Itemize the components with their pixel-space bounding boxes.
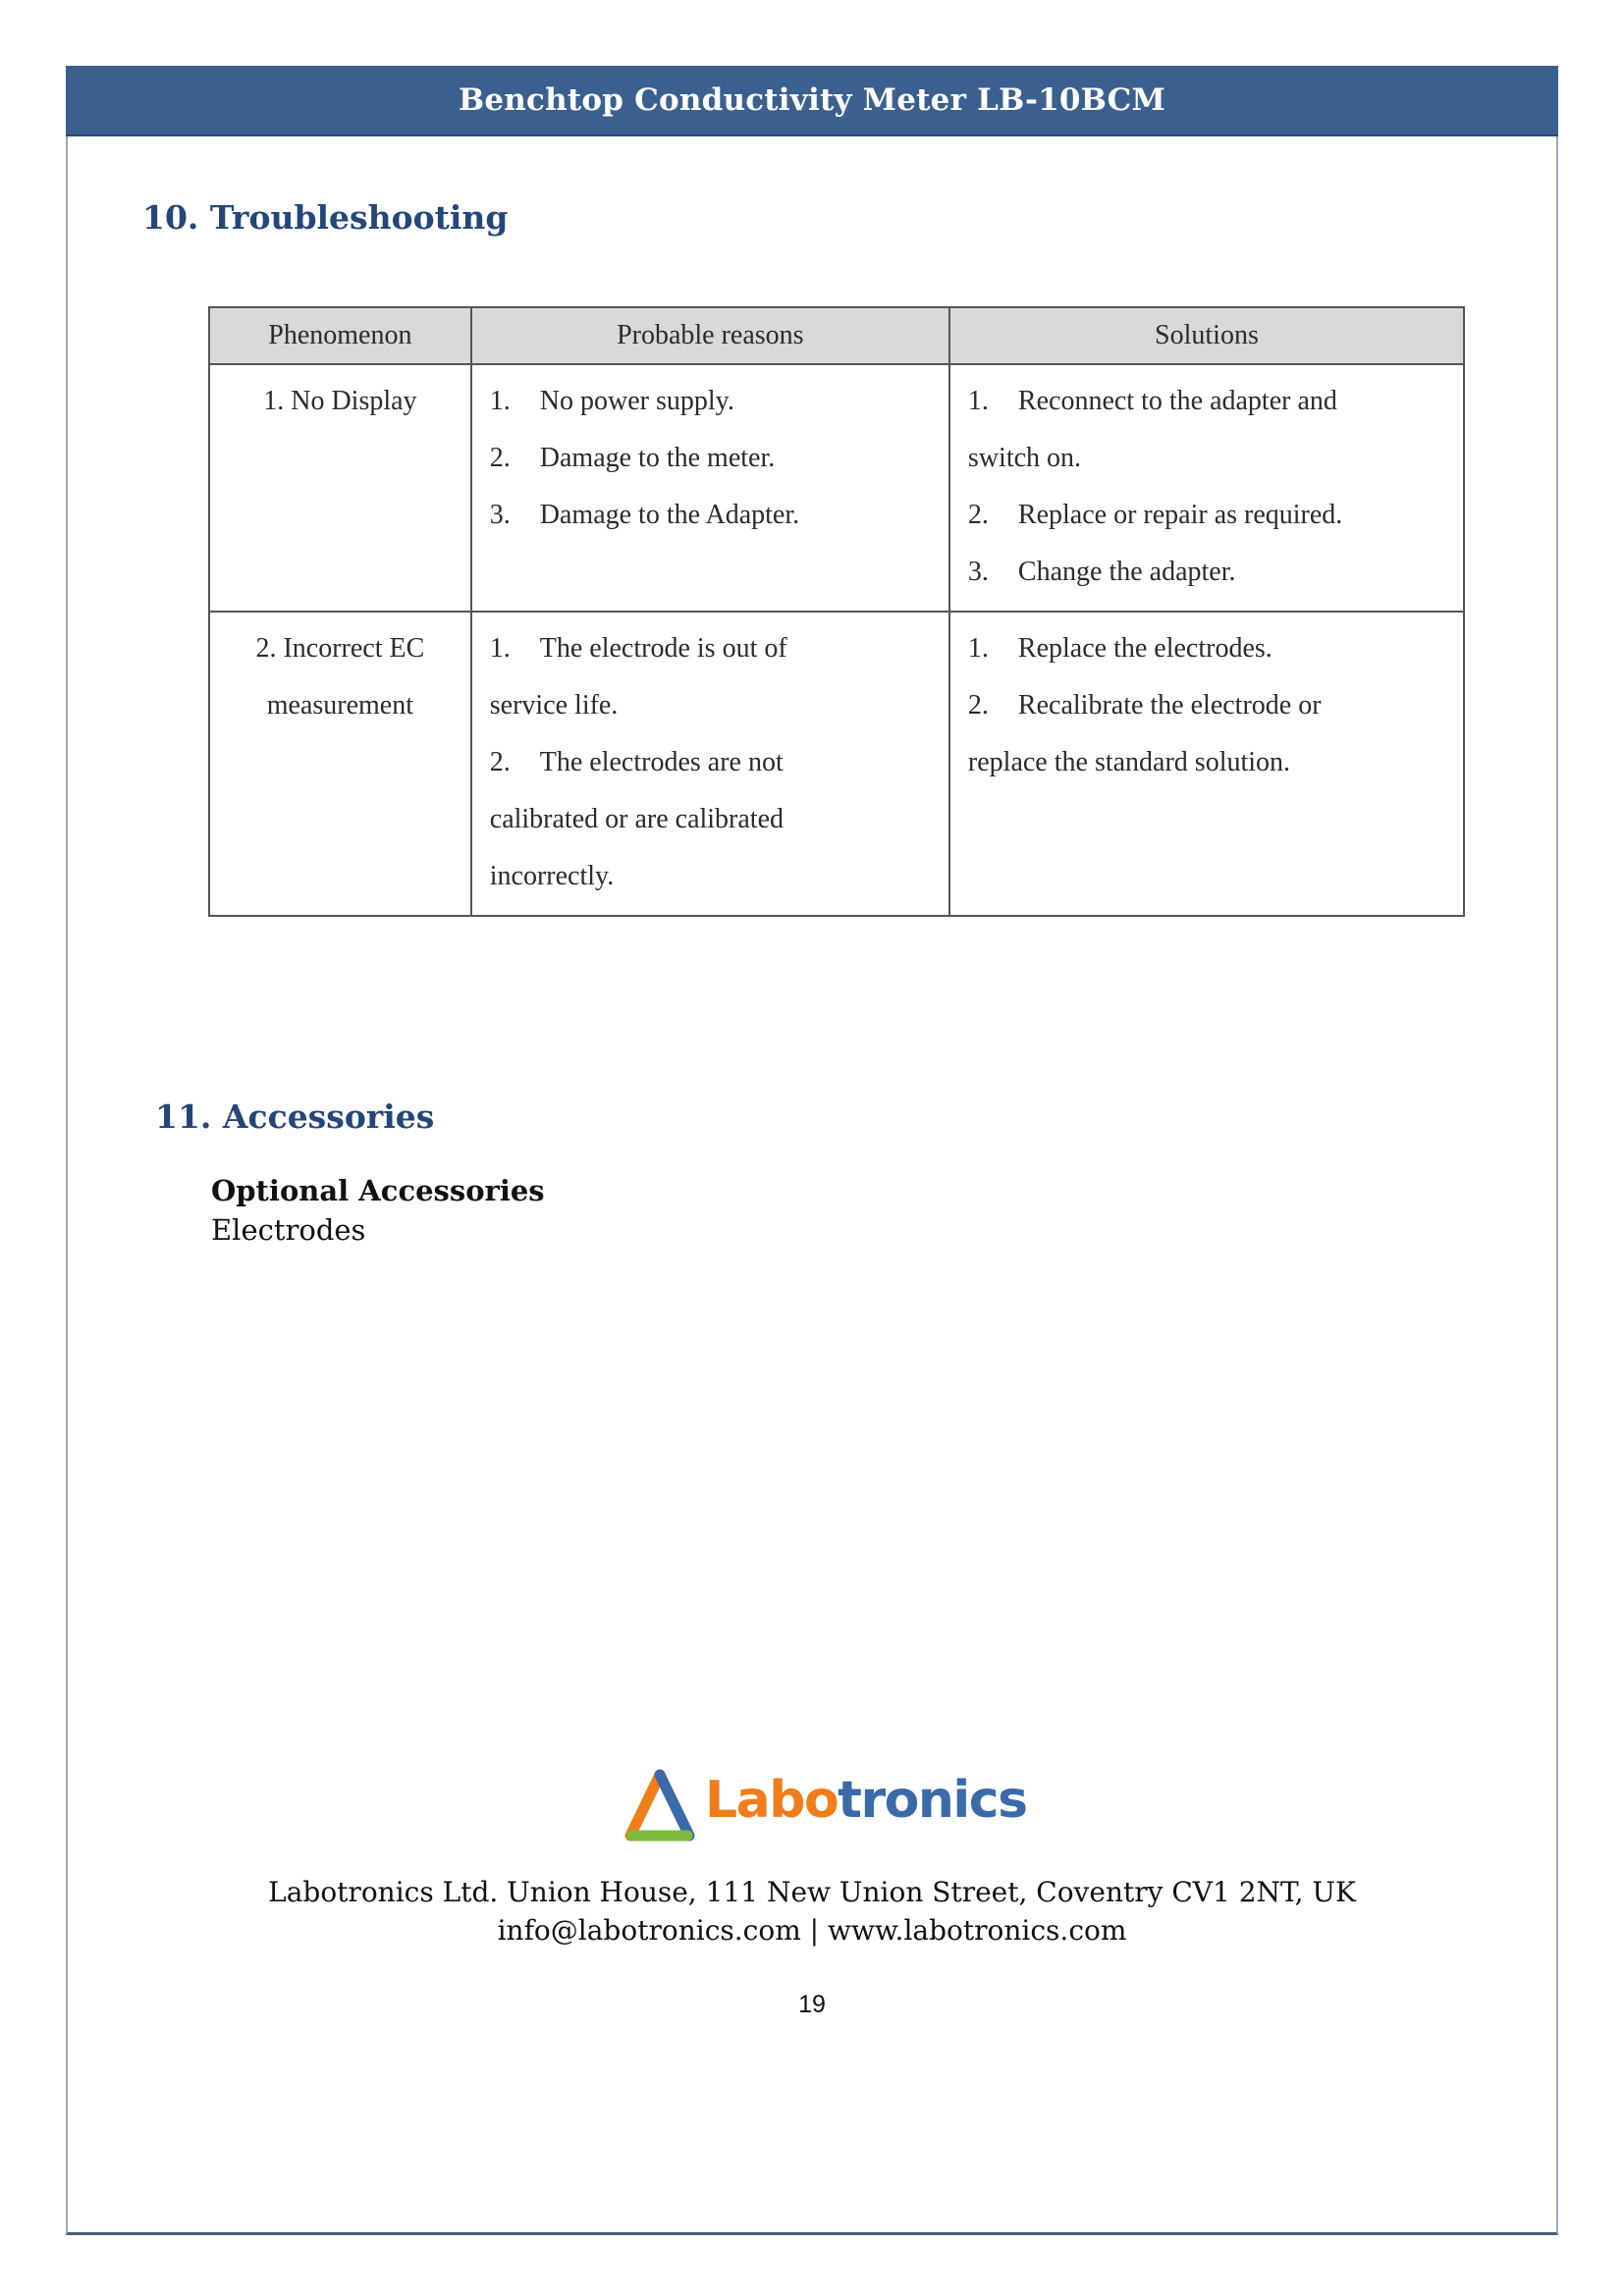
contact-line: info@labotronics.com | www.labotronics.com	[497, 1914, 1127, 1947]
header-bar	[66, 66, 1558, 136]
company-address: Labotronics Ltd. Union House, 111 New Union Street, Coventry CV1 2NT, UK	[268, 1876, 1356, 1908]
reason-item	[490, 430, 933, 487]
reasons-cell	[471, 612, 949, 916]
item-text: The electrodes are not	[539, 747, 784, 777]
phenomenon-text: 1. No Display	[263, 386, 417, 416]
item-text: Change the adapter.	[1017, 557, 1236, 587]
solutions-cell	[949, 364, 1464, 612]
item-text: No power supply.	[539, 386, 734, 416]
reason-item	[490, 734, 933, 791]
reason-item-continuation: service life.	[489, 690, 619, 721]
column-header-solutions: Solutions	[949, 307, 1464, 364]
item-text: Replace the electrodes.	[1017, 633, 1272, 664]
item-number: 1.	[489, 386, 511, 416]
item-number: 1.	[489, 633, 511, 664]
column-header-phenomenon: Phenomenon	[209, 307, 471, 364]
item-number: 2.	[489, 443, 511, 473]
table-row	[209, 612, 1464, 916]
item-number: 3.	[489, 500, 511, 530]
solutions-cell	[949, 612, 1464, 916]
column-header-reasons: Probable reasons	[471, 307, 949, 364]
phenomenon-cell	[209, 612, 471, 916]
phenomenon-text: 2. Incorrect EC	[255, 633, 425, 664]
labotronics-logo	[621, 1767, 1027, 1845]
item-text: Reconnect to the adapter and	[1017, 386, 1337, 416]
phenomenon-text-continuation: measurement	[266, 690, 414, 721]
item-number: 1.	[967, 386, 989, 416]
item-number: 2.	[967, 500, 989, 530]
solution-item-continuation: replace the standard solution.	[967, 747, 1291, 777]
table-header-row	[209, 307, 1464, 364]
reasons-cell	[471, 364, 949, 612]
solution-item	[968, 373, 1447, 430]
accessories-heading: 11. Accessories	[155, 1097, 435, 1136]
accessory-item: Electrodes	[211, 1213, 366, 1247]
table-row	[209, 364, 1464, 612]
page-number: 19	[798, 1991, 826, 2018]
optional-accessories-heading: Optional Accessories	[211, 1174, 545, 1207]
troubleshooting-table	[208, 306, 1465, 917]
troubleshooting-heading: 10. Troubleshooting	[142, 198, 509, 237]
phenomenon-cell	[209, 364, 471, 612]
item-text: The electrode is out of	[539, 633, 787, 664]
item-number: 3.	[967, 557, 989, 587]
logo-wordmark: Labotronics	[705, 1771, 1027, 1830]
reason-item	[490, 487, 933, 544]
document-title: Benchtop Conductivity Meter LB-10BCM	[458, 82, 1166, 118]
solution-item	[968, 677, 1447, 734]
item-text: Damage to the meter.	[539, 443, 776, 473]
solution-item	[968, 487, 1447, 544]
reason-item-continuation: incorrectly.	[489, 861, 615, 891]
solution-item	[968, 544, 1447, 601]
reason-item	[490, 620, 933, 677]
item-number: 2.	[489, 747, 511, 777]
reason-item	[490, 373, 933, 430]
triangle-logo-icon	[621, 1767, 699, 1845]
reason-item-continuation: calibrated or are calibrated	[489, 804, 785, 834]
item-text: Recalibrate the electrode or	[1017, 690, 1322, 721]
item-text: Replace or repair as required.	[1017, 500, 1343, 530]
solution-item	[968, 620, 1447, 677]
item-number: 1.	[967, 633, 989, 664]
solution-item-continuation: switch on.	[967, 443, 1082, 473]
item-text: Damage to the Adapter.	[539, 500, 800, 530]
item-number: 2.	[967, 690, 989, 721]
